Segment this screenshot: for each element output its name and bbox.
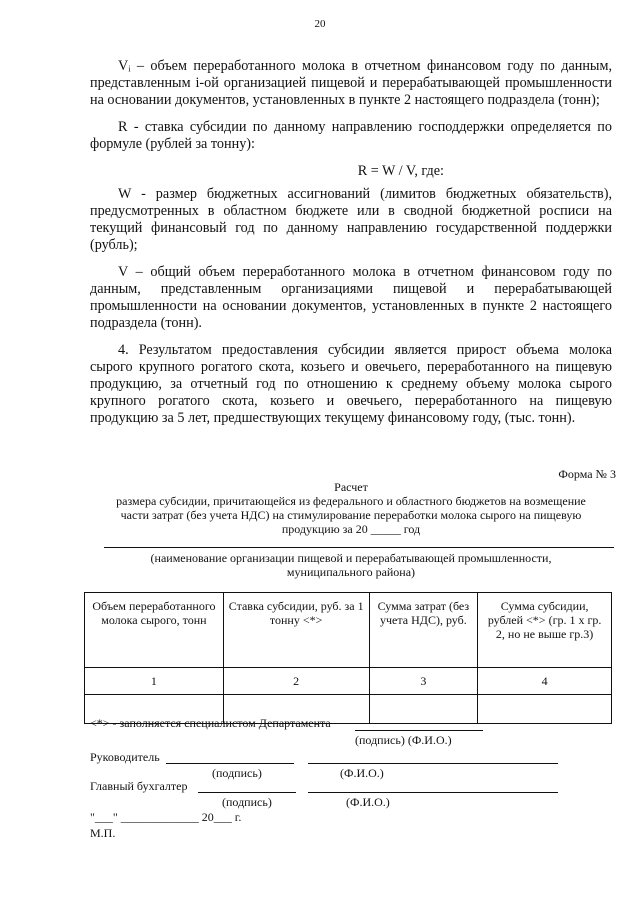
paragraph-w: W - размер бюджетных ассигнований (лимитов бюджетных обязательств), предусмотренных в областном бюджете или в сводной бюджетной росписи на текущий финансовый год по данному направлению государственной поддержки (рубль); <box>90 186 612 253</box>
formula: R = W / V, где: <box>357 163 444 179</box>
head-name-line <box>308 763 558 764</box>
column-number: 4 <box>478 668 612 695</box>
organization-caption-line-1: (наименование организации пищевой и перерабатывающей промышленности, <box>150 551 552 565</box>
table-header-row <box>85 593 612 668</box>
footnote: <*> - заполняется специалистом Департамента <box>90 716 331 730</box>
form-title: Расчет <box>334 480 368 494</box>
head-name-caption: (Ф.И.О.) <box>340 766 384 780</box>
stamp-place: М.П. <box>90 826 116 840</box>
paragraph-vi: Vᵢ – объем переработанного молока в отчетном финансовом году по данным, представленным i-ой организацией пищевой и перерабатывающей промышленности на основании документов, установленных в пункте 2 настоящего подраздела (тонн); <box>90 58 612 108</box>
date-line: "___" _____________ 20___ г. <box>90 810 242 824</box>
form-subtitle-line-1: размера субсидии, причитающейся из федерального и областного бюджетов на возмещение <box>116 494 586 508</box>
department-signature-caption: (подпись) (Ф.И.О.) <box>355 733 452 747</box>
accountant-signature-line <box>198 792 296 793</box>
table-cell <box>478 695 612 724</box>
calculation-table <box>84 592 612 724</box>
column-number: 3 <box>369 668 478 695</box>
organization-caption-line-2: муниципального района) <box>286 565 416 579</box>
table-header-cell: Объем переработанного молока сырого, тонн <box>85 593 224 668</box>
head-signature-line <box>166 763 294 764</box>
paragraph-r: R - ставка субсидии по данному направлению господдержки определяется по формуле (рублей за тонну): <box>90 119 612 152</box>
table-header-cell: Сумма затрат (без учета НДС), руб. <box>369 593 478 668</box>
table-header-cell: Ставка субсидии, руб. за 1 тонну <*> <box>223 593 369 668</box>
accountant-name-line <box>308 792 558 793</box>
accountant-signature-caption: (подпись) <box>222 795 272 809</box>
form-subtitle-line-2: части затрат (без учета НДС) на стимулирование переработки молока сырого на пищевую <box>120 508 582 522</box>
accountant-name-caption: (Ф.И.О.) <box>346 795 390 809</box>
column-number: 2 <box>223 668 369 695</box>
form-number: Форма № 3 <box>558 467 616 481</box>
form-heading <box>90 480 612 536</box>
document-body <box>90 58 612 437</box>
organization-caption <box>90 551 612 579</box>
table-column-numbers-row <box>85 668 612 695</box>
paragraph-4: 4. Результатом предоставления субсидии является прирост объема молока сырого крупного рогатого скота, козьего и овечьего, переработанного на пищевую продукцию, за отчетный год по отношению к среднему объему молока сырого крупного рогатого скота, козьего и овечьего, переработанного на пищевую продукцию за 5 лет, предшествующих текущему финансовому году, (тыс. тонн). <box>90 342 612 426</box>
accountant-label: Главный бухгалтер <box>90 779 188 793</box>
head-signature-caption: (подпись) <box>212 766 262 780</box>
page-number: 20 <box>314 18 326 30</box>
column-number: 1 <box>85 668 224 695</box>
form-subtitle-line-3: продукцию за 20 _____ год <box>281 522 421 536</box>
paragraph-v: V – общий объем переработанного молока в отчетном финансовом году по данным, представленным организациями пищевой и перерабатывающей промышленности на основании документов, установленных в пункте 2 настоящего подраздела (тонн). <box>90 264 612 331</box>
table-cell <box>369 695 478 724</box>
department-signature-line <box>355 730 483 731</box>
table-header-cell: Сумма субсидии, рублей <*> (гр. 1 х гр. 2, но не выше гр.3) <box>478 593 612 668</box>
head-label: Руководитель <box>90 750 160 764</box>
organization-name-line <box>104 547 614 548</box>
